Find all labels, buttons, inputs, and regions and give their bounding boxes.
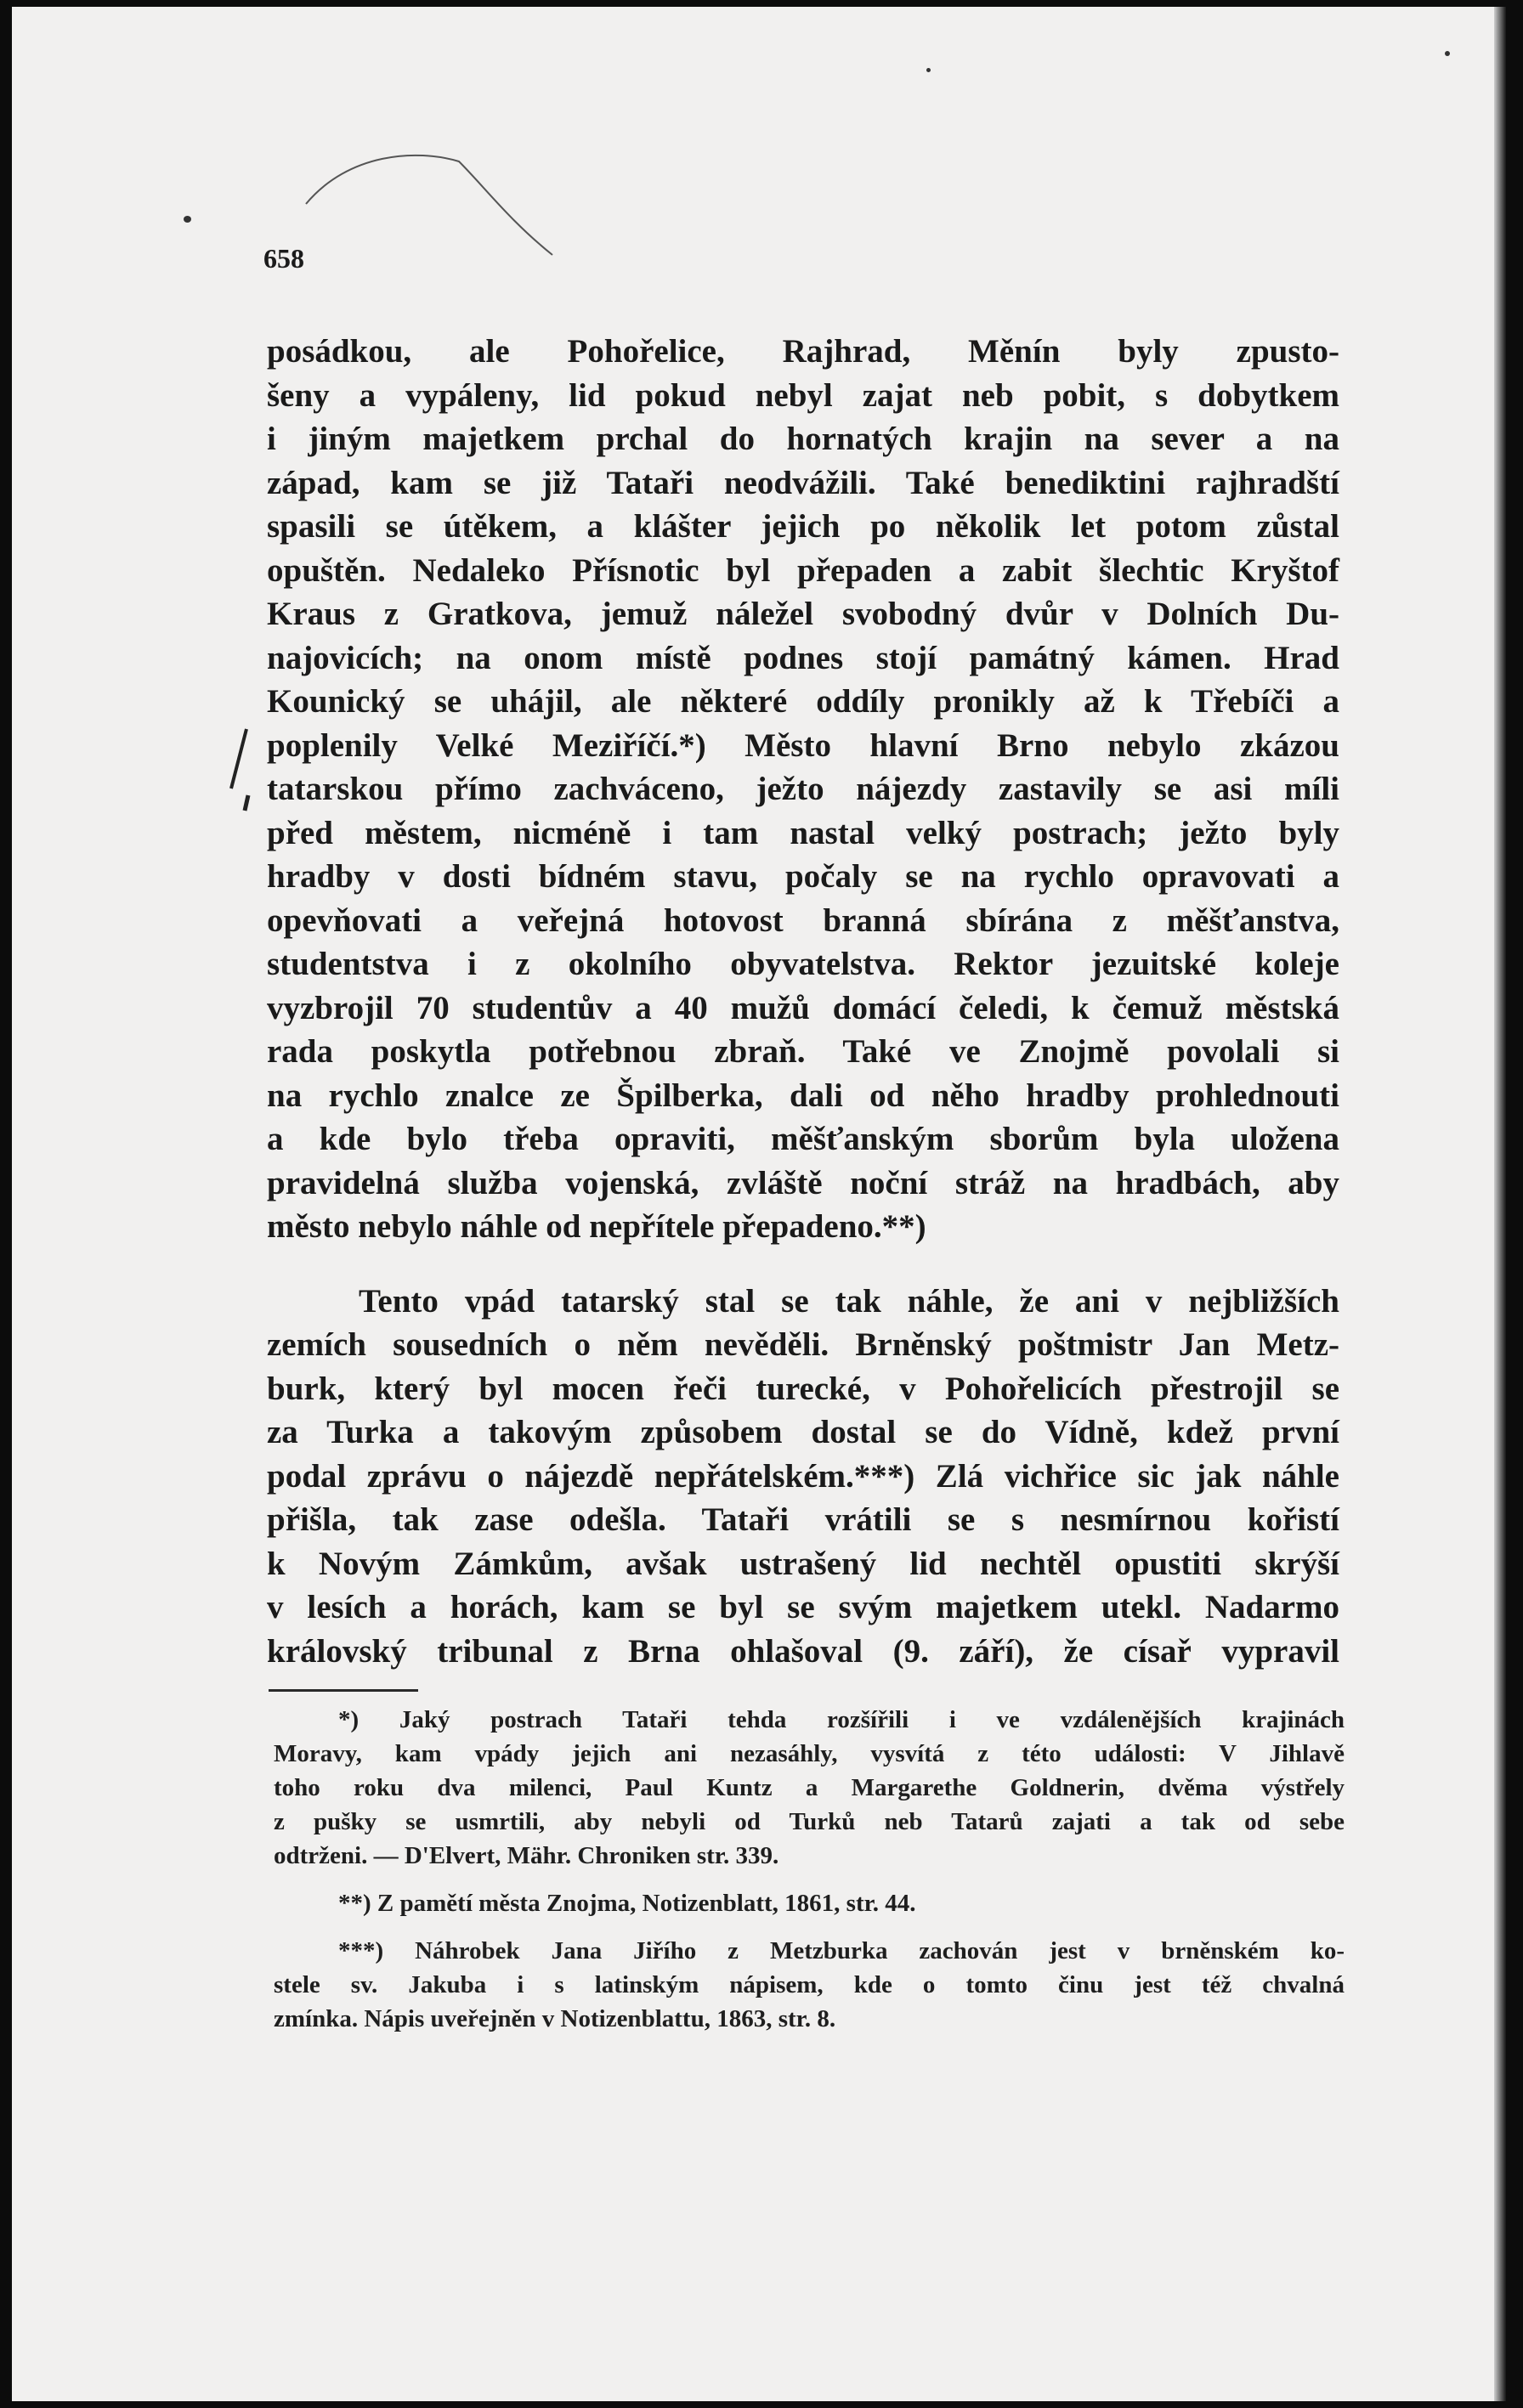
text-line: západ, kam se již Tataři neodvážili. Také benediktini rajhradští xyxy=(267,464,1339,501)
text-line: posádkou, ale Pohořelice, Rajhrad, Měnín byly zpusto- xyxy=(267,333,1339,370)
footnote-line: **) Z pamětí města Znojma, Notizenblatt, 1861, str. 44. xyxy=(338,1890,916,1917)
paragraph-gap xyxy=(267,1249,1339,1280)
text-line: za Turka a takovým způsobem dostal se do Vídně, kdež první xyxy=(267,1414,1339,1450)
footnote-line: ***) Náhrobek Jana Jiřího z Metzburka zachován jest v brněnském ko- xyxy=(338,1937,1345,1964)
text-line: šeny a vypáleny, lid pokud nebyl zajat neb pobit, s dobytkem xyxy=(267,376,1339,414)
dust-speck xyxy=(184,216,191,223)
pencil-margin-mark xyxy=(223,722,257,816)
footnote-line: zmínka. Nápis uveřejněn v Notizenblattu, 1863, str. 8. xyxy=(274,2005,836,2032)
text-line: i jiným majetkem prchal do hornatých krajin na sever a na xyxy=(267,421,1339,457)
footnote-line: odtrženi. — D'Elvert, Mähr. Chroniken str. 339. xyxy=(274,1842,779,1869)
page-number: 658 xyxy=(263,243,304,274)
text-line: burk, který byl mocen řeči turecké, v Pohořelicích přestrojil se xyxy=(267,1370,1339,1407)
footnote-line: *) Jaký postrach Tataři tehda rozšířili i ve vzdálenějších krajinách xyxy=(338,1706,1345,1733)
footnote-gap xyxy=(274,1920,1345,1934)
text-line: pravidelná služba vojenská, zvláště noční stráž na hradbách, aby xyxy=(267,1164,1339,1201)
text-line: podal zprávu o nájezdě nepřátelském.***) Zlá vichřice sic jak náhle xyxy=(267,1457,1339,1495)
footnote-line: toho roku dva milenci, Paul Kuntz a Margarethe Goldnerin, dvěma výstřely xyxy=(274,1774,1345,1801)
text-line: najovicích; na onom místě podnes stojí památný kámen. Hrad xyxy=(267,639,1339,676)
text-line: opevňovati a veřejná hotovost branná sbírána z měšťanstva, xyxy=(267,902,1339,939)
text-line: před městem, nicméně i tam nastal velký postrach; ježto byly xyxy=(267,814,1339,851)
text-line: hradby v dosti bídném stavu, počaly se na rychlo opravovati a xyxy=(267,858,1339,895)
dust-speck xyxy=(1445,51,1450,56)
footnote-line: z pušky se usmrtili, aby nebyli od Turků neb Tatarů zajati a tak od sebe xyxy=(274,1808,1345,1835)
text-line: opuštěn. Nedaleko Přísnotic byl přepaden a zabit šlechtic Kryštof xyxy=(267,551,1339,589)
footnote-separator xyxy=(269,1689,418,1692)
dust-speck xyxy=(926,68,931,72)
text-line: Tento vpád tatarský stal se tak náhle, že ani v nejbližších xyxy=(359,1282,1339,1320)
text-line: město nebylo náhle od nepřítele přepadeno.**) xyxy=(267,1208,926,1245)
text-line: na rychlo znalce ze Špilberka, dali od něho hradby prohlednouti xyxy=(267,1077,1339,1114)
text-line: Kraus z Gratkova, jemuž náležel svobodný dvůr v Dolních Du- xyxy=(267,596,1339,632)
footnote-line: Moravy, kam vpády jejich ani nezasáhly, vysvítá z této události: V Jihlavě xyxy=(274,1740,1345,1767)
footnotes xyxy=(274,1703,1345,2036)
text-line: královský tribunal z Brna ohlašoval (9. září), že císař vypravil xyxy=(267,1632,1339,1670)
footnote-gap xyxy=(274,1873,1345,1886)
text-line: zemích sousedních o něm nevěděli. Brněnský poštmistr Jan Metz- xyxy=(267,1326,1339,1363)
text-line: studentstva i z okolního obyvatelstva. Rektor jezuitské koleje xyxy=(267,946,1339,982)
text-line: vyzbrojil 70 studentův a 40 mužů domácí čeledi, k čemuž městská xyxy=(267,989,1339,1026)
footnote-line: stele sv. Jakuba i s latinským nápisem, kde o tomto činu jest též chvalná xyxy=(274,1971,1345,1998)
pencil-arc-mark xyxy=(280,153,569,272)
text-line: Kounický se uhájil, ale některé oddíly pronikly až k Třebíči a xyxy=(267,683,1339,720)
text-line: v lesích a horách, kam se byl se svým majetkem utekl. Nadarmo xyxy=(267,1589,1339,1625)
text-line: a kde bylo třeba opraviti, měšťanským sborům byla uložena xyxy=(267,1121,1339,1157)
main-text xyxy=(267,330,1339,1673)
text-line: poplenily Velké Meziříčí.*) Město hlavní Brno nebylo zkázou xyxy=(267,726,1339,764)
text-line: rada poskytla potřebnou zbraň. Také ve Znojmě povolali si xyxy=(267,1033,1339,1070)
text-line: tatarskou přímo zachváceno, ježto nájezdy zastavily se asi míli xyxy=(267,771,1339,807)
text-line: k Novým Zámkům, avšak ustrašený lid nechtěl opustiti skrýší xyxy=(267,1545,1339,1582)
text-line: přišla, tak zase odešla. Tataři vrátili se s nesmírnou kořistí xyxy=(267,1501,1339,1538)
page-edge-shadow xyxy=(1494,7,1506,2401)
text-line: spasili se útěkem, a klášter jejich po několik let potom zůstal xyxy=(267,508,1339,545)
